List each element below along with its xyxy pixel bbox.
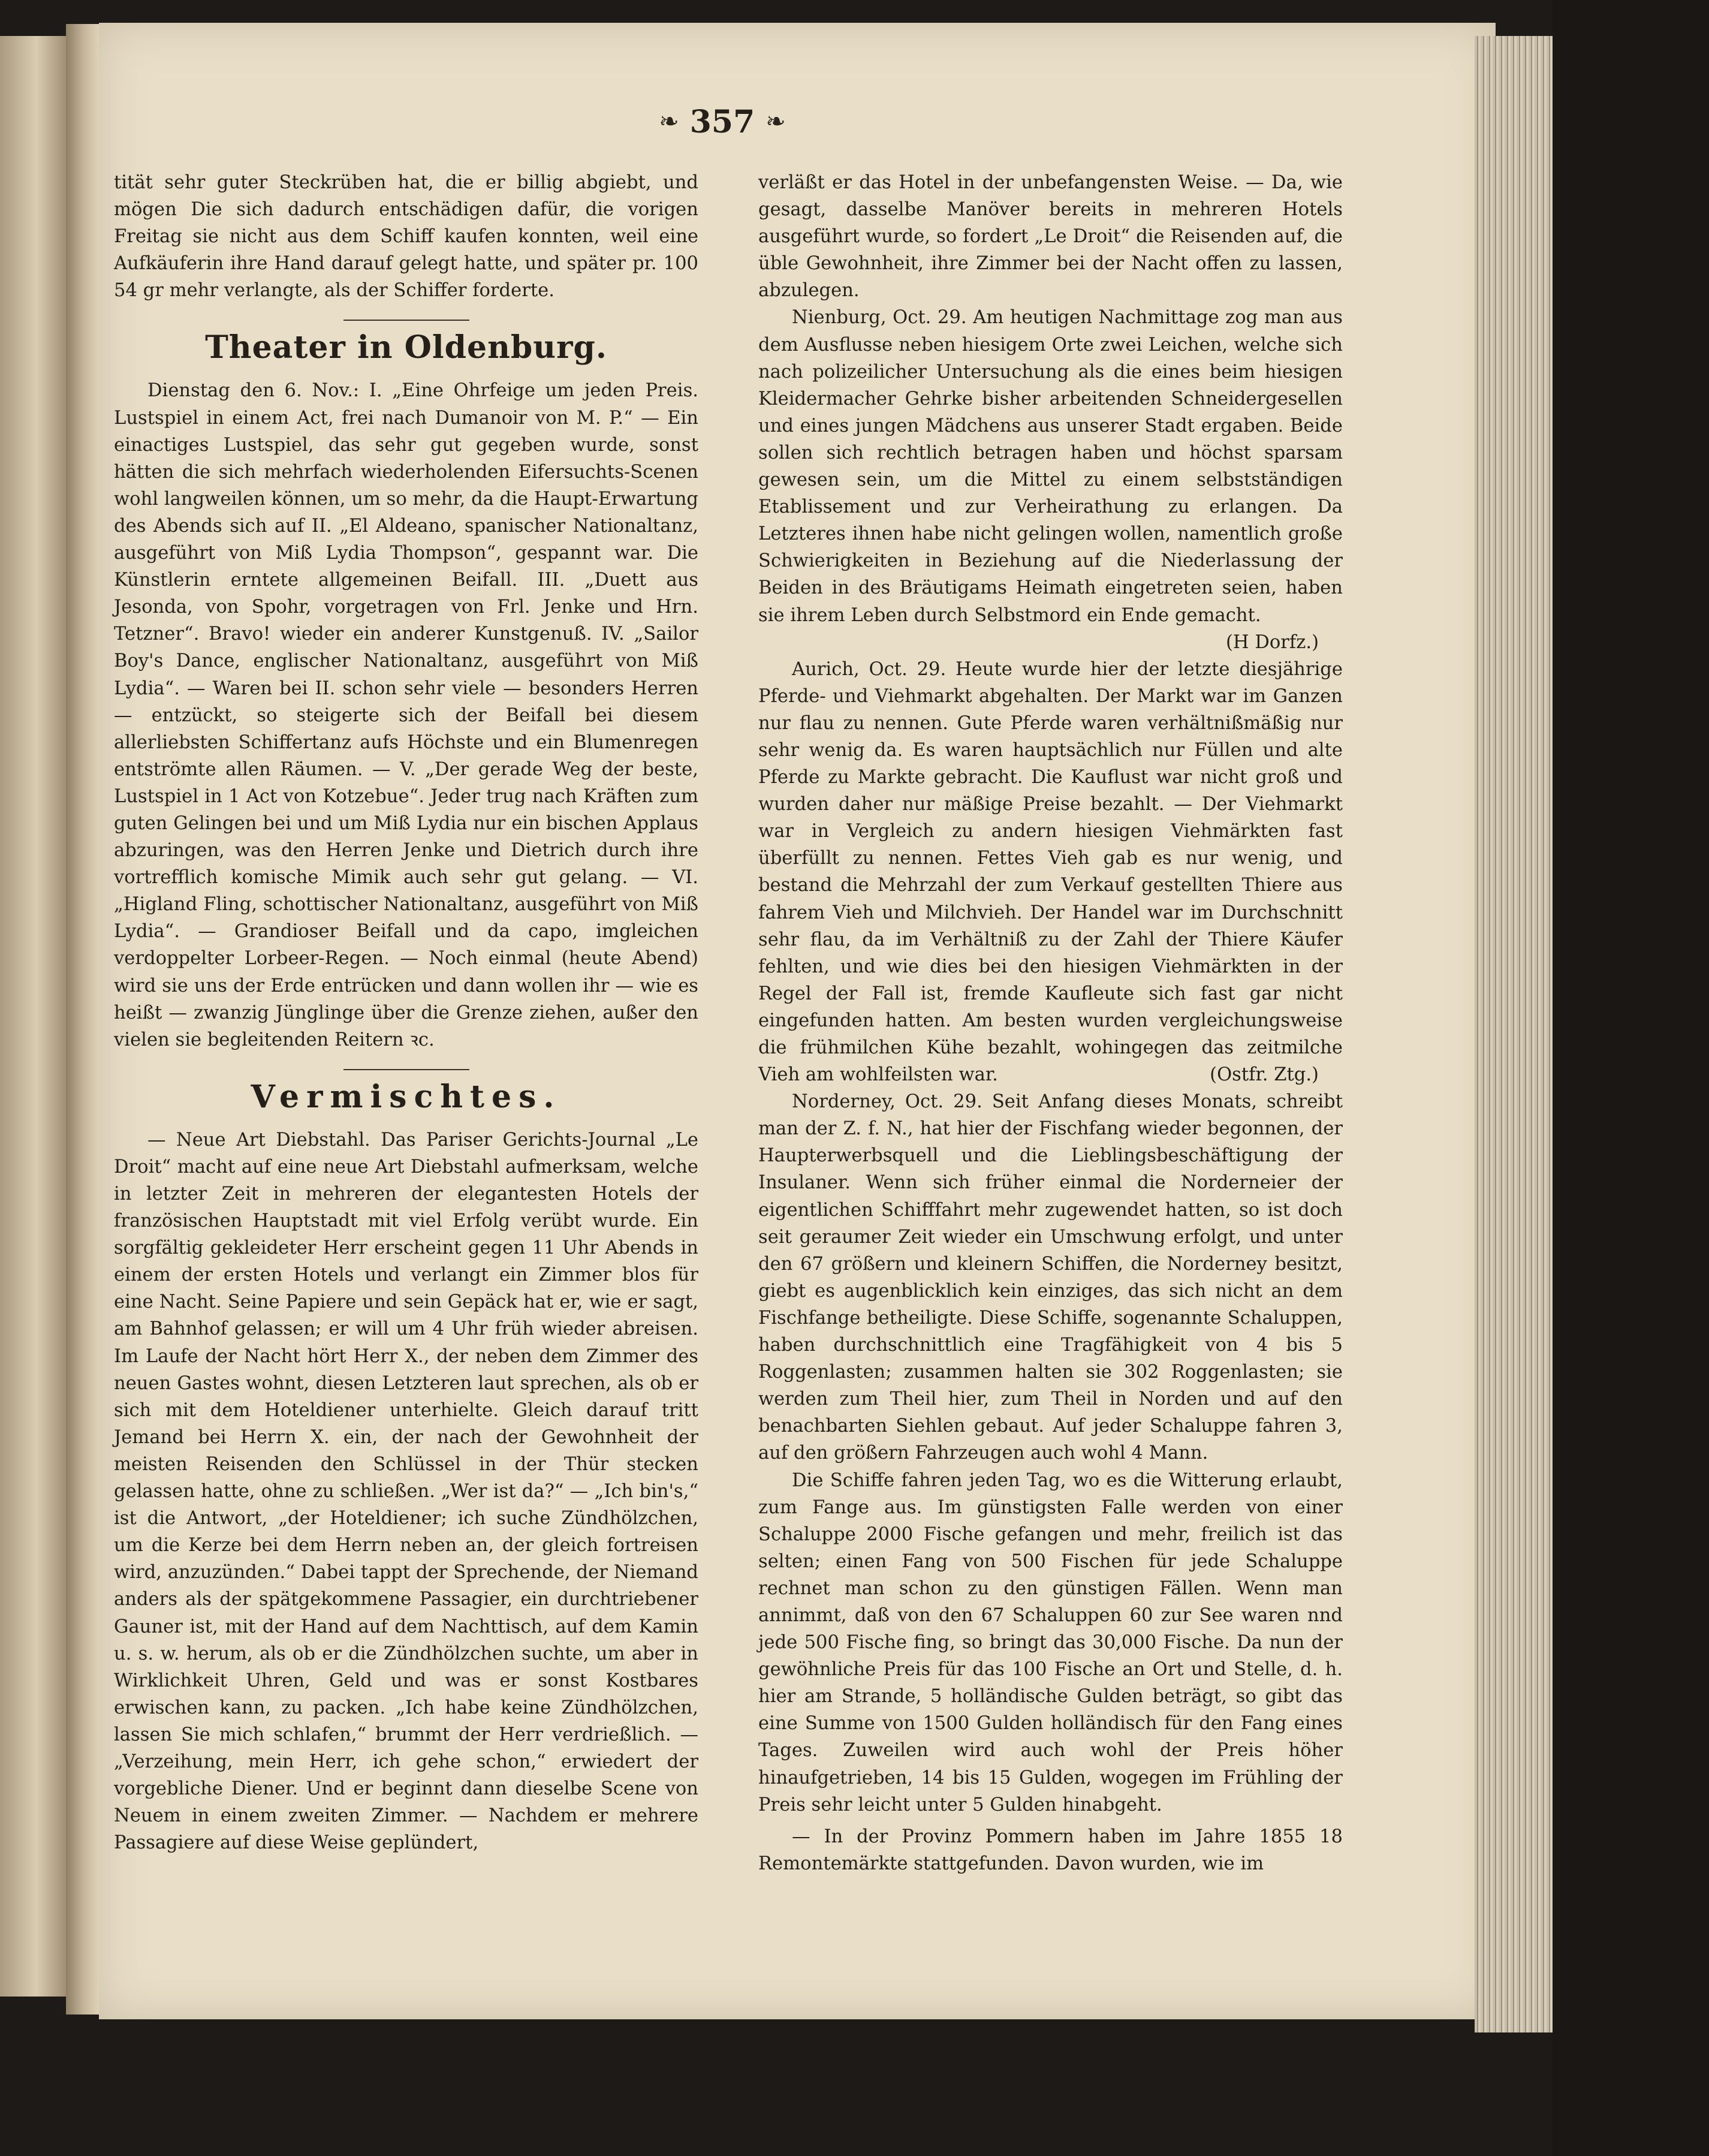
right-ornament-icon: ❧ [765,108,786,135]
book-spine [66,24,102,2015]
right-column [758,169,1343,1877]
stacked-page-edges [1475,36,1554,2032]
nienburg-article [758,304,1343,653]
theater-heading: Theater in Oldenburg. [205,329,607,366]
spacer [758,1818,1343,1823]
theater-article: Dienstag den 6. Nov.: I. „Eine Ohrfeige um jeden Preis. Lustspiel in einem Act, frei nach Dumanoir von M. P.“ — Ein einactiges Lustspiel, das sehr gut gegeben wurde, sonst hätten die sich mehrfach wiederholenden Eifersuchts-Scenen wohl langweilen können, um so mehr, da die Haupt-Erwartung des Abends sich auf II. „El Aldeano, spanischer Nationaltanz, ausgeführt von Miß Lydia Thompson“, gespannt war. Die Künstlerin erntete allgemeinen Beifall. III. „Duett aus Jesonda, von Spohr, vorgetragen von Frl. Jenke und Hrn. Tetzner“. Bravo! wieder ein anderer Kunstgenuß. IV. „Sailor Boy's Dance, englischer Nationaltanz, ausgeführt von Miß Lydia“. — Waren bei II. schon sehr viele — besonders Herren — entzückt, so steigerte sich der Beifall bei diesem allerliebsten Schiffertanz aufs Höchste und ein Blumenregen entströmte allen Räumen. — V. „Der gerade Weg der beste, Lustspiel in 1 Act von Kotzebue“. Jeder trug nach Kräften zum guten Gelingen bei und um Miß Lydia nur ein bischen Applaus abzuringen, was den Herren Jenke und Dietrich durch ihre vortrefflich komische Mimik auch sehr gut gelang. — VI. „Higland Fling, schottischer Nationaltanz, ausgeführt von Miß Lydia“. — Grandioser Beifall und da capo, imgleichen verdoppelter Lorbeer-Regen. — Noch einmal (heute Abend) wird sie uns der Erde entrücken und dann wollen ihr — wie es heißt — zwanzig Jünglinge über die Grenze ziehen, außer den vielen sie begleitenden Reitern ꝛc. [114,380,698,1050]
misc-heading: Vermischtes. [251,1078,562,1115]
aurich-article [758,656,1343,1089]
intro-paragraph: tität sehr guter Steckrüben hat, die er billig abgiebt, und mögen Die sich dadurch entschädigen dafür, die vorigen Freitag sie nicht aus dem Schiff kaufen konnten, weil eine Aufkäuferin ihre Hand darauf gelegt hatte, und später pr. 100 54 gr mehr verlangte, als der Schiffer forderte. [114,172,698,302]
norderney-article: Norderney, Oct. 29. Seit Anfang dieses Monats, schreibt man der Z. f. N., hat hier der Fischfang wieder begonnen, der Haupterwerbsquell und die Lieblingsbeschäftigung der Insulaner. Wenn sich früher einmal die Norderneier der eigentlichen Schifffahrt mehr zugewendet hatten, so ist doch seit geraumer Zeit wieder ein Umschwung erfolgt, und unter den 67 größern und kleinern Schiffen, die Norderney besitzt, giebt es augenblicklich kein einziges, das sich nicht an dem Fischfange betheiligte. Diese Schiffe, sogenannte Schaluppen, haben durchschnittlich eine Tragfähigkeit von 4 bis 5 Roggenlasten; zusammen halten sie 302 Roggenlasten; sie werden zum Theil hier, zum Theil in Norden und auf den benachbarten Siehlen gebaut. Auf jeder Schaluppe fahren 3, auf den größern Fahrzeugen auch wohl 4 Mann. [758,1091,1343,1464]
section-divider [343,1069,469,1070]
nienburg-text: Nienburg, Oct. 29. Am heutigen Nachmittage zog man aus dem Ausflusse neben hiesigem Orte zwei Leichen, welche sich nach polizeilicher Untersuchung als die eines beim hiesigen Kleidermacher Gehrke bisher arbeitenden Schneidergesellen und eines jungen Mädchens aus unserer Stadt ergaben. Beide sollen sich rechtlich betragen haben und höchst sparsam gewesen sein, um die Mittel zu einem selbstständigen Etablissement und zur Verheirathung zu erlangen. Da Letzteres ihnen habe nicht gelingen wollen, namentlich große Schwierigkeiten in Beziehung auf die Niederlassung der Beiden in des Bräutigams Heimath eingetreten seien, haben sie ihrem Leben durch Selbstmord ein Ende gemacht. [758,307,1343,626]
scan-background [1553,0,1709,2156]
theft-article-continuation: verläßt er das Hotel in der unbefangensten Weise. — Da, wie gesagt, dasselbe Manöver bereits in mehreren Hotels ausgeführt wurde, so fordert „Le Droit“ die Reisenden auf, die üble Gewohnheit, ihre Zimmer bei der Nacht offen zu lassen, abzulegen. [758,172,1343,302]
section-divider [343,320,469,321]
page-number: 357 [689,103,755,140]
pommern-article: — In der Provinz Pommern haben im Jahre 1855 18 Remontemärkte stattgefunden. Davon wurden, wie im [758,1826,1343,1874]
theft-article: — Neue Art Diebstahl. Das Pariser Gerichts-Journal „Le Droit“ macht auf eine neue Art Diebstahl aufmerksam, welche in letzter Zeit in mehreren der elegantesten Hotels der französischen Hauptstadt mit viel Erfolg verübt wurde. Ein sorgfältig gekleideter Herr erscheint gegen 11 Uhr Abends in einem der ersten Hotels und verlangt ein Zimmer blos für eine Nacht. Seine Papiere und sein Gepäck hat er, wie er sagt, am Bahnhof gelassen; er will um 4 Uhr früh wieder abreisen. Im Laufe der Nacht hört Herr X., der neben dem Zimmer des neuen Gastes wohnt, diesen Letzteren laut sprechen, als ob er sich mit dem Hoteldiener unterhielte. Gleich darauf tritt Jemand bei Herrn X. ein, der nach der Gewohnheit der meisten Reisenden den Schlüssel in der Thür stecken gelassen hatte, ohne zu schließen. „Wer ist da?“ — „Ich bin's,“ ist die Antwort, „der Hoteldiener; ich suche Zündhölzchen, um die Kerze bei dem Herrn neben an, der gleich fortreisen wird, anzuzünden.“ Dabei tappt der Sprechende, der Niemand anders als der spätgekommene Passagier, ein durchtriebener Gauner ist, mit der Hand auf dem Nachttisch, auf dem Kamin u. s. w. herum, als ob er die Zündhölzchen suchte, um aber in Wirklichkeit Uhren, Geld und was er sonst Kostbares erwischen kann, zu packen. „Ich habe keine Zündhölzchen, lassen Sie mich schlafen,“ brummt der Herr verdrießlich. — „Verzeihung, mein Herr, ich gehe schon,“ erwiedert der vorgebliche Diener. Und er beginnt dann dieselbe Scene von Neuem in einem zweiten Zimmer. — Nachdem er mehrere Passagiere auf diese Weise geplündert, [114,1129,698,1854]
nienburg-source: (H Dorfz.) [1225,631,1319,653]
aurich-source: (Ostfr. Ztg.) [1210,1064,1319,1086]
aurich-text: Aurich, Oct. 29. Heute wurde hier der letzte diesjährige Pferde- und Viehmarkt abgehalten. Der Markt war im Ganzen nur flau zu nennen. Gute Pferde waren verhältnißmäßig nur sehr wenig da. Es waren hauptsächlich nur Füllen und alte Pferde zu Markte gebracht. Die Kauflust war nicht groß und wurden daher nur mäßige Preise bezahlt. — Der Viehmarkt war in Vergleich zu andern hiesigen Viehmärkten fast überfüllt zu nennen. Fettes Vieh gab es nur wenig, und bestand die Mehrzahl der zum Verkauf gestellten Thiere aus fahrem Vieh und Milchvieh. Der Handel war im Durchschnitt sehr flau, da im Verhältniß zu der Zahl der Thiere Käufer fehlten, und wie dies bei den hiesigen Viehmärkten in der Regel der Fall ist, fremde Kaufleute sich fast gar nicht eingefunden hatten. Am besten wurden vergleichungsweise die frühmilchen Kühe bezahlt, wohingegen das zeitmilche Vieh am wohlfeilsten war. [758,658,1343,1086]
page-header [623,101,821,143]
adjacent-page-edge [0,36,68,1997]
left-ornament-icon: ❧ [659,108,679,135]
left-column [114,169,698,1856]
fishing-article: Die Schiffe fahren jeden Tag, wo es die Witterung erlaubt, zum Fange aus. Im günstigsten Falle werden von einer Schaluppe 2000 Fische gefangen und mehr, freilich ist das selten; einen Fang von 500 Fischen für jede Schaluppe rechnet man schon zu den günstigen Fällen. Wenn man annimmt, daß von den 67 Schaluppen 60 zur See waren nnd jede 500 Fische fing, so bringt das 30,000 Fische. Da nun der gewöhnliche Preis für das 100 Fische an Ort und Stelle, d. h. hier am Strande, 5 holländische Gulden beträgt, so gibt das eine Summe von 1500 Gulden holländisch für den Fang eines Tages. Zuweilen wird auch wohl der Preis höher hinaufgetrieben, 14 bis 15 Gulden, wogegen im Frühling der Preis sehr leicht unter 5 Gulden hinabgeht. [758,1470,1343,1815]
